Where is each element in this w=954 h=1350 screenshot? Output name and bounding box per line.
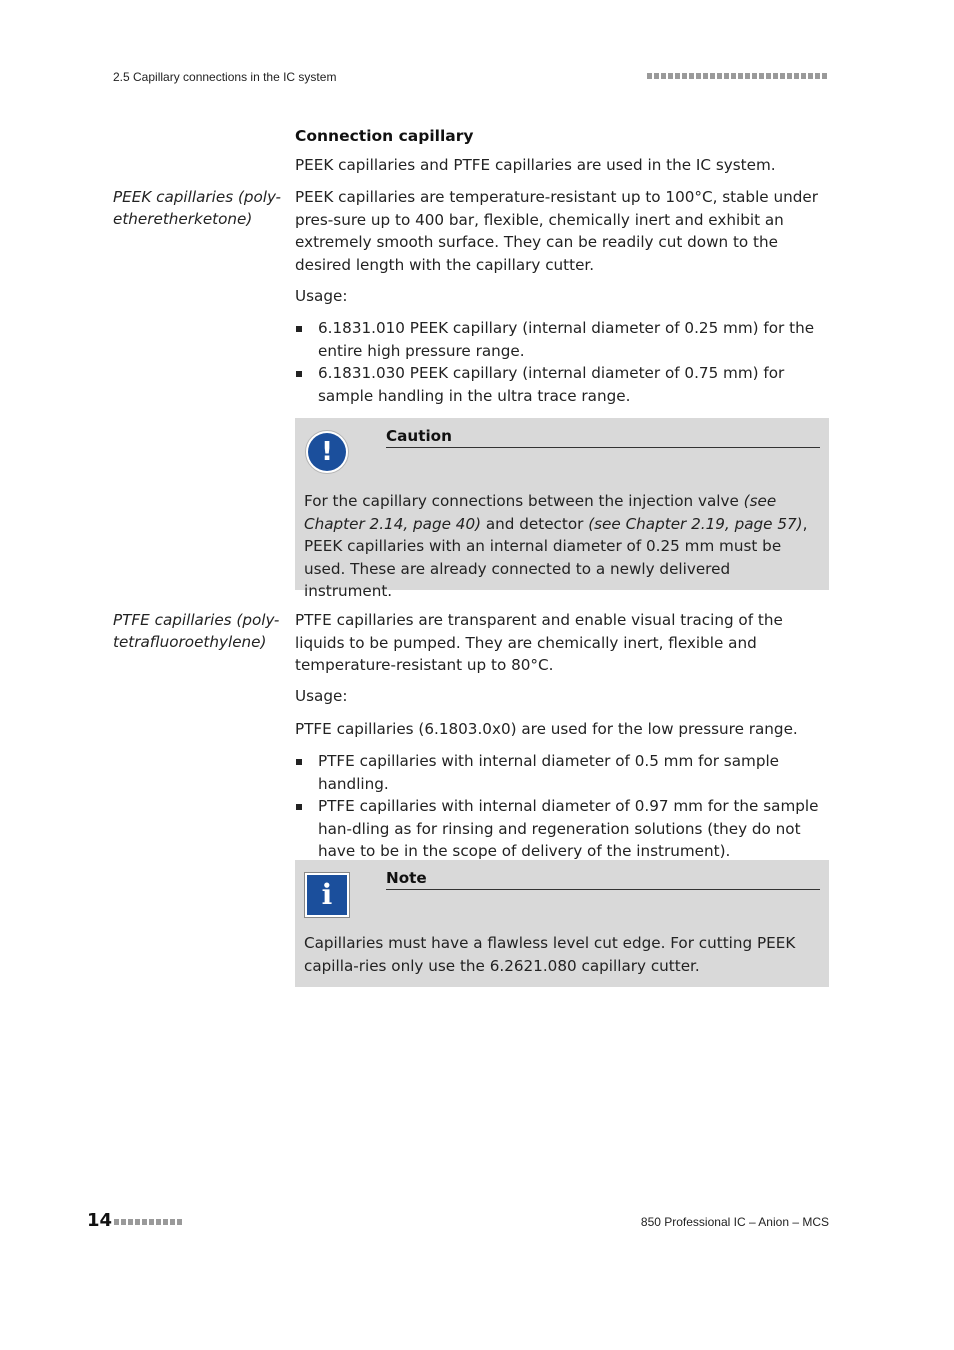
ptfe-usage-list [295,750,829,863]
ptfe-description: PTFE capillaries are transparent and enable visual tracing of the liquids to be pumped. They are chemically inert, flexible and temperature-resistant up to 80°C. [295,611,783,674]
footer-decor-squares [114,1219,184,1225]
exclamation-icon: ! [305,430,349,474]
caution-box [295,418,829,600]
peek-description: PEEK capillaries are temperature-resistant up to 100°C, stable under pres-sure up to 400 bar, flexible, chemically inert and exhibit an extremely smooth surface. They can be readily cut down to the desired length with the capillary cutter. [295,188,818,274]
ptfe-side-label-line2: tetrafluoroethylene) [113,633,267,651]
ptfe-side-label [113,609,283,653]
running-head: 2.5 Capillary connections in the IC system [113,70,337,84]
header-decor-squares [647,73,829,79]
ptfe-range-text: PTFE capillaries (6.1803.0x0) are used for the low pressure range. [295,720,798,738]
peek-usage-list [295,317,829,407]
caution-title: Caution [386,427,820,448]
caution-text-part: , PEEK capillaries with an internal diameter of 0.25 mm must be used. These are already connected to a newly delivered instrument. [304,514,808,600]
caution-text [304,490,811,603]
list-item: PTFE capillaries with internal diameter of 0.5 mm for sample handling. [295,750,829,795]
caution-text-part: and detector [481,514,589,533]
caution-text-part: For the capillary connections between the injection valve [304,492,744,510]
list-item: PTFE capillaries with internal diameter of 0.97 mm for the sample han-dling as for rinsing and regeneration solutions (they do not have to be in the scope of delivery of the instrument). [295,795,829,863]
chapter-reference-link[interactable]: (see Chapter 2.19, page 57) [588,514,803,533]
list-item: 6.1831.030 PEEK capillary (internal diameter of 0.75 mm) for sample handling in the ultra trace range. [295,362,829,407]
document-title: 850 Professional IC – Anion – MCS [640,1215,829,1229]
ptfe-usage-label: Usage: [295,687,348,705]
chapter-reference-link[interactable]: (see Chapter 2.14, page 40) [304,492,777,533]
intro-text: PEEK capillaries and PTFE capillaries are used in the IC system. [295,156,776,174]
list-item: 6.1831.010 PEEK capillary (internal diameter of 0.25 mm) for the entire high pressure range. [295,317,829,362]
peek-side-label-line2: etheretherketone) [113,210,253,228]
peek-side-label-line1: PEEK capillaries (poly- [113,188,281,206]
note-title: Note [386,869,820,890]
note-box [295,860,829,987]
page-number: 14 [87,1210,113,1231]
peek-usage-label: Usage: [295,287,348,305]
note-text: Capillaries must have a flawless level cut edge. For cutting PEEK capilla-ries only use the 6.2621.080 capillary cutter. [304,934,796,975]
peek-side-label [113,186,283,230]
info-icon: i [304,872,350,918]
section-title: Connection capillary [295,127,474,145]
ptfe-side-label-line1: PTFE capillaries (poly- [113,611,280,629]
